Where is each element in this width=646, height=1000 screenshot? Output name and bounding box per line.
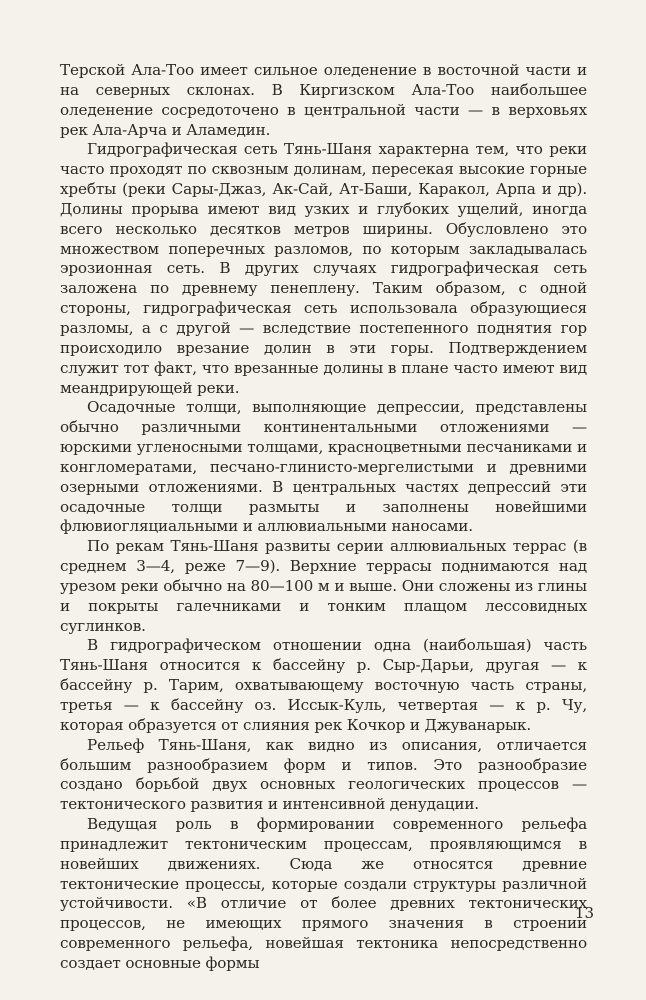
- paragraph-6: Рельеф Тянь-Шаня, как видно из описания, отличается большим разнообразием форм и типов. Это разнообразие создано борьбой двух основных геологических процессов — тектонического развития и интенсивной денудации.: [60, 735, 587, 814]
- paragraph-7: Ведущая роль в формировании современного рельефа принадлежит тектоническим процессам, проявляющимся в новейших движениях. Сюда же относятся древние тектонические процессы, которые создали структуры различной устойчивости. «В отличие от более древних тектонических процессов, не имеющих прямого значения в строении современного рельефа, новейшая тектоника непосредственно создает основные формы: [60, 815, 587, 972]
- paragraph-5: В гидрографическом отношении одна (наибольшая) часть Тянь-Шаня относится к бассейну р. Сыр-Дарьи, другая — к бассейну р. Тарим, охватывающему восточную часть страны, третья — к бассейну оз. Иссык-Куль, четвертая — к р. Чу, которая образуется от слияния рек Кочкор и Джуванарык.: [60, 636, 587, 734]
- paragraph-4: По рекам Тянь-Шаня развиты серии аллювиальных террас (в среднем 3—4, реже 7—9). Верхние террасы поднимаются над урезом реки обычно на 80—100 м и выше. Они сложены из глины и покрыты галечниками и тонким плащом лессовидных суглинков.: [60, 537, 587, 635]
- page-number: 13: [574, 904, 594, 922]
- body-text: [60, 61, 587, 974]
- paragraph-1: Терской Ала-Тоо имеет сильное оледенение в восточной части и на северных склонах. В Киргизском Ала-Тоо наибольшее оледенение сосредоточено в центральной части — в верховьях рек Ала-Арча и Аламедин.: [60, 61, 587, 139]
- paragraph-2: Гидрографическая сеть Тянь-Шаня характерна тем, что реки часто проходят по сквозным долинам, пересекая высокие горные хребты (реки Сары-Джаз, Ак-Сай, Ат-Баши, Каракол, Арпа и др). Долины прорыва имеют вид узких и глубоких ущелий, иногда всего несколько десятков метров ширины. Обусловлено это множеством поперечных разломов, по которым закладывалась эрозионная сеть. В других случаях гидрографическая сеть заложена по древнему пенеплену. Таким образом, с одной стороны, гидрографическая сеть использовала образующиеся разломы, а с другой — вследствие постепенного поднятия гор происходило врезание долин в эти горы. Подтверждением служит тот факт, что врезанные долины в плане часто имеют вид меандрирующей реки.: [60, 140, 587, 397]
- paragraph-3: Осадочные толщи, выполняющие депрессии, представлены обычно различными континентальными отложениями — юрскими угленосными толщами, красноцветными песчаниками и конгломератами, песчано-глинисто-мергелистыми и древними озерными отложениями. В центральных частях депрессий эти осадочные толщи размыты и заполнены новейшими флювиогляциальными и аллювиальными наносами.: [60, 398, 587, 536]
